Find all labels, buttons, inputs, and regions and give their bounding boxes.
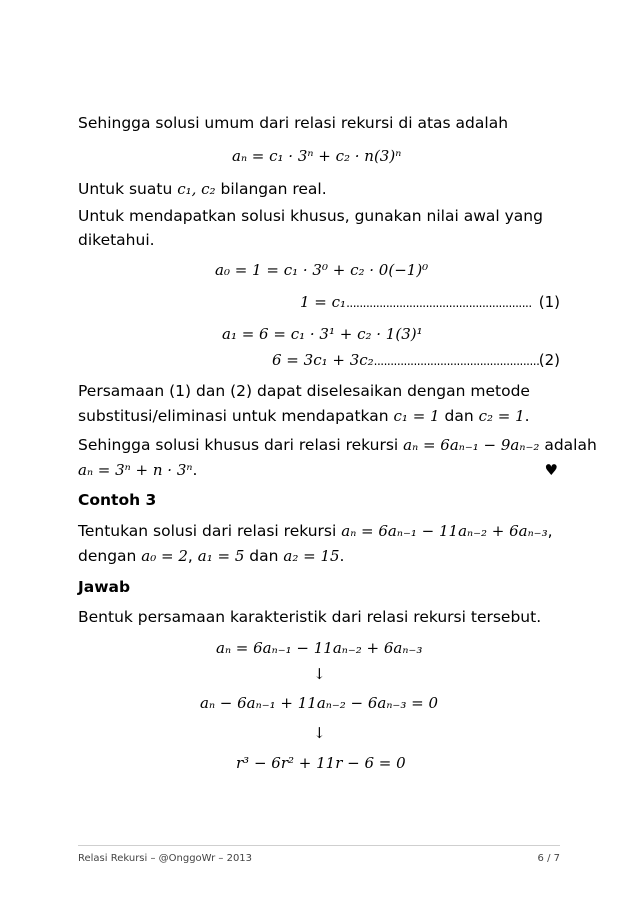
text-span: . — [339, 547, 345, 565]
text-span: Untuk suatu — [78, 180, 178, 198]
math-inline: 1 = c₁ — [300, 293, 347, 311]
footer-title: Relasi Rekursi – @OnggoWr – 2013 — [78, 853, 253, 864]
equation-2 — [272, 350, 539, 371]
section-heading: Contoh 3 — [78, 491, 157, 509]
paragraph-line: Persamaan (1) dan (2) dapat diselesaikan dengan metode — [78, 382, 530, 400]
paragraph-line: Untuk mendapatkan solusi khusus, gunakan nilai awal yang — [78, 207, 543, 225]
heart-icon: ♥ — [544, 461, 558, 479]
paragraph-line — [78, 521, 553, 541]
text-span: , — [547, 522, 553, 540]
paragraph-line: diketahui. — [78, 231, 155, 249]
math-inline: aₙ = 6aₙ₋₁ − 9aₙ₋₂ — [403, 436, 540, 454]
text-span: Tentukan solusi dari relasi rekursi — [78, 522, 342, 540]
page-number: 6 / 7 — [537, 853, 560, 864]
section-heading: Jawab — [78, 578, 131, 596]
text-span: dengan — [78, 547, 142, 565]
equation-recurrence: aₙ = 6aₙ₋₁ − 11aₙ₋₂ + 6aₙ₋₃ — [216, 639, 423, 657]
equation-number: (1) — [538, 293, 560, 311]
paragraph-line — [78, 406, 530, 426]
text-span: adalah — [539, 436, 597, 454]
text-span: dan — [439, 407, 479, 425]
text-span: bilangan real. — [215, 180, 327, 198]
math-inline: c₁, c₂ — [177, 180, 216, 198]
paragraph-line — [78, 460, 197, 480]
equation-homogeneous: aₙ − 6aₙ₋₁ + 11aₙ₋₂ − 6aₙ₋₃ = 0 — [200, 694, 439, 712]
footer-divider — [78, 845, 560, 846]
math-inline: c₂ = 1 — [478, 407, 525, 425]
leader-dots: ........................................................ — [346, 296, 532, 310]
equation-1 — [300, 292, 532, 313]
equation-a1: a₁ = 6 = c₁ · 3¹ + c₂ · 1(3)¹ — [222, 325, 423, 343]
equation-general-solution: aₙ = c₁ · 3ⁿ + c₂ · n(3)ⁿ — [232, 147, 402, 165]
arrow-down-icon: ↓ — [313, 665, 326, 683]
text-span: Sehingga solusi khusus dari relasi rekursi — [78, 436, 404, 454]
paragraph-line: Sehingga solusi umum dari relasi rekursi di atas adalah — [78, 114, 509, 132]
text-span: dan — [244, 547, 284, 565]
paragraph-line — [78, 179, 327, 199]
text-span: substitusi/eliminasi untuk mendapatkan — [78, 407, 394, 425]
math-inline: c₁ = 1 — [393, 407, 440, 425]
text-span: . — [192, 461, 198, 479]
paragraph-line — [78, 435, 597, 455]
paragraph-line — [78, 546, 344, 566]
text-span: . — [524, 407, 530, 425]
paragraph-line: Bentuk persamaan karakteristik dari relasi rekursi tersebut. — [78, 608, 542, 626]
math-inline: a₀ = 2 — [141, 547, 188, 565]
math-inline: a₂ = 15 — [283, 547, 340, 565]
equation-characteristic: r³ − 6r² + 11r − 6 = 0 — [236, 754, 406, 772]
equation-a0: a₀ = 1 = c₁ · 3⁰ + c₂ · 0(−1)⁰ — [215, 261, 429, 279]
arrow-down-icon: ↓ — [313, 724, 326, 742]
math-inline: a₁ = 5 — [197, 547, 245, 565]
leader-dots: .................................................. — [373, 354, 540, 368]
math-inline: aₙ = 3ⁿ + n · 3ⁿ — [78, 461, 193, 479]
text-span: , — [187, 547, 198, 565]
math-inline: 6 = 3c₁ + 3c₂ — [272, 351, 374, 369]
math-inline: aₙ = 6aₙ₋₁ − 11aₙ₋₂ + 6aₙ₋₃ — [341, 522, 548, 540]
equation-number: (2) — [538, 351, 560, 369]
